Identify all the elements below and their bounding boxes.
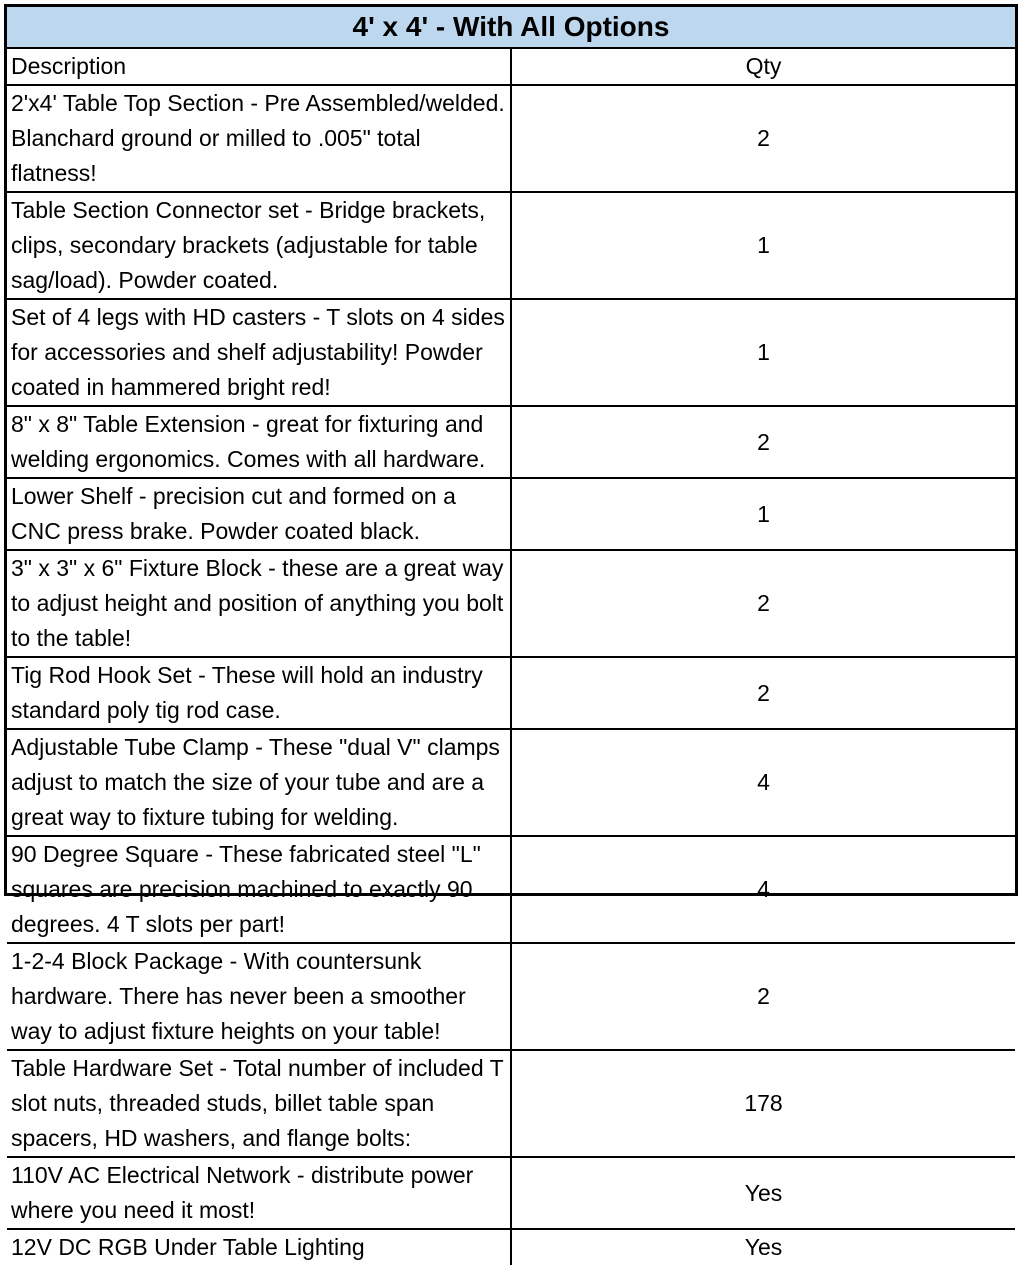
row-qty: Yes xyxy=(511,1229,1015,1265)
title-row xyxy=(7,7,1015,48)
row-qty: 2 xyxy=(511,85,1015,192)
column-header-qty: Qty xyxy=(511,48,1015,85)
table-row xyxy=(7,836,1015,943)
row-description: Table Hardware Set - Total number of included T slot nuts, threaded studs, billet table span spacers, HD washers, and flange bolts: xyxy=(7,1050,511,1157)
row-description: 12V DC RGB Under Table Lighting xyxy=(7,1229,511,1265)
row-description: 3" x 3" x 6" Fixture Block - these are a great way to adjust height and position of anything you bolt to the table! xyxy=(7,550,511,657)
row-qty: 2 xyxy=(511,943,1015,1050)
row-qty: 1 xyxy=(511,478,1015,550)
row-qty: 2 xyxy=(511,657,1015,729)
table-row xyxy=(7,192,1015,299)
row-description: Table Section Connector set - Bridge brackets, clips, secondary brackets (adjustable for table sag/load). Powder coated. xyxy=(7,192,511,299)
table-row xyxy=(7,1229,1015,1265)
column-header-description: Description xyxy=(7,48,511,85)
row-qty: Yes xyxy=(511,1157,1015,1229)
table-row xyxy=(7,943,1015,1050)
table-title: 4' x 4' - With All Options xyxy=(7,7,1015,48)
row-description: 1-2-4 Block Package - With countersunk hardware. There has never been a smoother way to adjust fixture heights on your table! xyxy=(7,943,511,1050)
row-description: 110V AC Electrical Network - distribute power where you need it most! xyxy=(7,1157,511,1229)
row-description: Set of 4 legs with HD casters - T slots on 4 sides for accessories and shelf adjustability! Powder coated in hammered bright red! xyxy=(7,299,511,406)
table-row xyxy=(7,299,1015,406)
row-description: Adjustable Tube Clamp - These "dual V" clamps adjust to match the size of your tube and are a great way to fixture tubing for welding. xyxy=(7,729,511,836)
row-description: Tig Rod Hook Set - These will hold an industry standard poly tig rod case. xyxy=(7,657,511,729)
header-row xyxy=(7,48,1015,85)
options-table xyxy=(7,7,1015,1265)
row-qty: 2 xyxy=(511,550,1015,657)
row-description: Lower Shelf - precision cut and formed on a CNC press brake. Powder coated black. xyxy=(7,478,511,550)
row-description: 2'x4' Table Top Section - Pre Assembled/welded. Blanchard ground or milled to .005" total flatness! xyxy=(7,85,511,192)
table-row xyxy=(7,657,1015,729)
table-row xyxy=(7,478,1015,550)
row-description: 8" x 8" Table Extension - great for fixturing and welding ergonomics. Comes with all hardware. xyxy=(7,406,511,478)
row-qty: 178 xyxy=(511,1050,1015,1157)
table-row xyxy=(7,550,1015,657)
row-description: 90 Degree Square - These fabricated steel "L" squares are precision machined to exactly 90 degrees. 4 T slots per part! xyxy=(7,836,511,943)
table-row xyxy=(7,85,1015,192)
options-sheet xyxy=(4,4,1018,1260)
row-qty: 4 xyxy=(511,729,1015,836)
row-qty: 2 xyxy=(511,406,1015,478)
table-row xyxy=(7,729,1015,836)
row-qty: 1 xyxy=(511,192,1015,299)
row-qty: 4 xyxy=(511,836,1015,943)
row-qty: 1 xyxy=(511,299,1015,406)
table-row xyxy=(7,1050,1015,1157)
table-row xyxy=(7,406,1015,478)
table-row xyxy=(7,1157,1015,1229)
